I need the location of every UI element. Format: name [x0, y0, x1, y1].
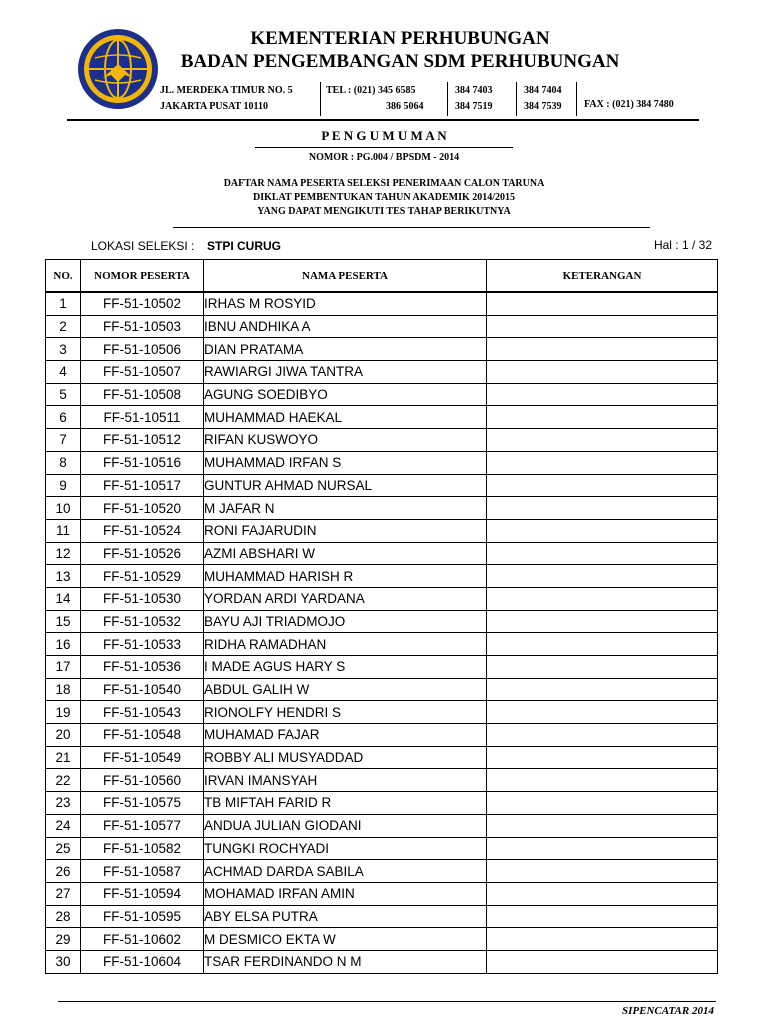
table-row — [46, 656, 718, 679]
table-row — [46, 406, 718, 429]
agency-title: BADAN PENGEMBANGAN SDM PERHUBUNGAN — [180, 51, 620, 72]
row-number: 13 — [46, 565, 81, 588]
table-row — [46, 746, 718, 769]
telephone-divider-1 — [447, 82, 448, 116]
participant-number: FF-51-10587 — [81, 860, 204, 883]
participant-number: FF-51-10511 — [81, 406, 204, 429]
row-number: 3 — [46, 338, 81, 361]
participant-number: FF-51-10512 — [81, 429, 204, 452]
row-number: 19 — [46, 701, 81, 724]
remarks — [487, 338, 718, 361]
remarks — [487, 429, 718, 452]
table-row — [46, 928, 718, 951]
participant-number: FF-51-10560 — [81, 769, 204, 792]
row-number: 14 — [46, 587, 81, 610]
row-number: 5 — [46, 383, 81, 406]
participant-number: FF-51-10549 — [81, 746, 204, 769]
row-number: 11 — [46, 519, 81, 542]
participant-number: FF-51-10526 — [81, 542, 204, 565]
participant-name: M JAFAR N — [204, 497, 487, 520]
participant-name: RIFAN KUSWOYO — [204, 429, 487, 452]
telephone-number-6: 384 7539 — [524, 101, 562, 112]
telephone-divider-3 — [576, 82, 577, 116]
fax-number: FAX : (021) 384 7480 — [584, 99, 674, 110]
remarks — [487, 724, 718, 747]
remarks — [487, 292, 718, 315]
remarks — [487, 361, 718, 384]
row-number: 16 — [46, 633, 81, 656]
location-label: LOKASI SELEKSI : — [91, 239, 195, 253]
table-row — [46, 338, 718, 361]
participant-name: YORDAN ARDI YARDANA — [204, 587, 487, 610]
row-number: 12 — [46, 542, 81, 565]
participant-name: ABY ELSA PUTRA — [204, 905, 487, 928]
row-number: 29 — [46, 928, 81, 951]
participant-name: MUHAMMAD HARISH R — [204, 565, 487, 588]
table-row — [46, 542, 718, 565]
table-row — [46, 292, 718, 315]
notice-title: P E N G U M U M A N — [321, 128, 447, 143]
table-row — [46, 678, 718, 701]
header-participant-number: NOMOR PESERTA — [81, 260, 204, 293]
header-no: NO. — [46, 260, 81, 293]
address-line-2: JAKARTA PUSAT 10110 — [160, 101, 268, 112]
remarks — [487, 542, 718, 565]
participant-name: IRHAS M ROSYID — [204, 292, 487, 315]
notice-title-rule — [255, 147, 513, 148]
table-row — [46, 429, 718, 452]
participant-number: FF-51-10577 — [81, 814, 204, 837]
participant-number: FF-51-10602 — [81, 928, 204, 951]
table-row — [46, 860, 718, 883]
address-divider — [320, 82, 321, 116]
row-number: 1 — [46, 292, 81, 315]
telephone-number-4: 384 7519 — [455, 101, 493, 112]
remarks — [487, 746, 718, 769]
row-number: 21 — [46, 746, 81, 769]
notice-description-line-3: YANG DAPAT MENGIKUTI TES TAHAP BERIKUTNYA — [257, 206, 511, 217]
telephone-number-2: 386 5064 — [386, 101, 424, 112]
remarks — [487, 474, 718, 497]
remarks — [487, 451, 718, 474]
telephone-label: TEL : (021) 345 6585 — [326, 85, 416, 96]
table-row — [46, 474, 718, 497]
table-row — [46, 701, 718, 724]
participant-name: MUHAMAD FAJAR — [204, 724, 487, 747]
participant-name: IRVAN IMANSYAH — [204, 769, 487, 792]
remarks — [487, 928, 718, 951]
row-number: 9 — [46, 474, 81, 497]
remarks — [487, 610, 718, 633]
participant-name: M DESMICO EKTA W — [204, 928, 487, 951]
row-number: 25 — [46, 837, 81, 860]
row-number: 17 — [46, 656, 81, 679]
table-row — [46, 383, 718, 406]
row-number: 8 — [46, 451, 81, 474]
row-number: 2 — [46, 315, 81, 338]
participant-number: FF-51-10532 — [81, 610, 204, 633]
row-number: 18 — [46, 678, 81, 701]
participant-name: MOHAMAD IRFAN AMIN — [204, 882, 487, 905]
telephone-number-5: 384 7404 — [524, 85, 562, 96]
row-number: 30 — [46, 950, 81, 973]
table-header-row — [46, 260, 718, 293]
table-row — [46, 769, 718, 792]
table-row — [46, 724, 718, 747]
participant-name: RIDHA RAMADHAN — [204, 633, 487, 656]
participant-name: BAYU AJI TRIADMOJO — [204, 610, 487, 633]
table-row — [46, 361, 718, 384]
participant-number: FF-51-10604 — [81, 950, 204, 973]
participant-number: FF-51-10507 — [81, 361, 204, 384]
participant-number: FF-51-10548 — [81, 724, 204, 747]
participant-name: ACHMAD DARDA SABILA — [204, 860, 487, 883]
table-row — [46, 610, 718, 633]
header-remarks: KETERANGAN — [487, 260, 718, 293]
remarks — [487, 406, 718, 429]
participant-name: RIONOLFY HENDRI S — [204, 701, 487, 724]
participant-number: FF-51-10543 — [81, 701, 204, 724]
participant-number: FF-51-10595 — [81, 905, 204, 928]
participant-number: FF-51-10506 — [81, 338, 204, 361]
location-value: STPI CURUG — [207, 239, 282, 253]
remarks — [487, 950, 718, 973]
participant-number: FF-51-10582 — [81, 837, 204, 860]
participant-name: GUNTUR AHMAD NURSAL — [204, 474, 487, 497]
participant-number: FF-51-10530 — [81, 587, 204, 610]
participant-name: IBNU ANDHIKA A — [204, 315, 487, 338]
remarks — [487, 792, 718, 815]
remarks — [487, 860, 718, 883]
remarks — [487, 383, 718, 406]
notice-number: NOMOR : PG.004 / BPSDM - 2014 — [308, 152, 460, 163]
row-number: 22 — [46, 769, 81, 792]
table-row — [46, 497, 718, 520]
row-number: 7 — [46, 429, 81, 452]
row-number: 4 — [46, 361, 81, 384]
participant-name: TB MIFTAH FARID R — [204, 792, 487, 815]
participant-number: FF-51-10594 — [81, 882, 204, 905]
table-row — [46, 950, 718, 973]
table-row — [46, 451, 718, 474]
table-row — [46, 519, 718, 542]
remarks — [487, 701, 718, 724]
remarks — [487, 497, 718, 520]
remarks — [487, 905, 718, 928]
telephone-number-3: 384 7403 — [455, 85, 493, 96]
participant-table — [45, 259, 718, 974]
remarks — [487, 587, 718, 610]
row-number: 10 — [46, 497, 81, 520]
remarks — [487, 678, 718, 701]
remarks — [487, 565, 718, 588]
notice-rule — [173, 227, 650, 228]
participant-name: ROBBY ALI MUSYADDAD — [204, 746, 487, 769]
table-row — [46, 905, 718, 928]
notice-description-line-2: DIKLAT PEMBENTUKAN TAHUN AKADEMIK 2014/2015 — [252, 192, 516, 203]
row-number: 15 — [46, 610, 81, 633]
ministry-title: KEMENTERIAN PERHUBUNGAN — [250, 28, 550, 49]
participant-name: TUNGKI ROCHYADI — [204, 837, 487, 860]
remarks — [487, 519, 718, 542]
remarks — [487, 814, 718, 837]
table-row — [46, 587, 718, 610]
participant-name: RAWIARGI JIWA TANTRA — [204, 361, 487, 384]
participant-table-body — [46, 292, 718, 973]
row-number: 20 — [46, 724, 81, 747]
table-row — [46, 565, 718, 588]
participant-name: DIAN PRATAMA — [204, 338, 487, 361]
row-number: 24 — [46, 814, 81, 837]
participant-number: FF-51-10502 — [81, 292, 204, 315]
participant-name: TSAR FERDINANDO N M — [204, 950, 487, 973]
footer-label: SIPENCATAR 2014 — [621, 1005, 714, 1017]
header-participant-name: NAMA PESERTA — [204, 260, 487, 293]
participant-name: RONI FAJARUDIN — [204, 519, 487, 542]
participant-name: ANDUA JULIAN GIODANI — [204, 814, 487, 837]
row-number: 27 — [46, 882, 81, 905]
header-rule — [67, 119, 699, 121]
participant-name: MUHAMMAD HAEKAL — [204, 406, 487, 429]
table-row — [46, 633, 718, 656]
participant-number: FF-51-10516 — [81, 451, 204, 474]
participant-name: I MADE AGUS HARY S — [204, 656, 487, 679]
participant-name: AGUNG SOEDIBYO — [204, 383, 487, 406]
row-number: 26 — [46, 860, 81, 883]
participant-number: FF-51-10503 — [81, 315, 204, 338]
participant-name: AZMI ABSHARI W — [204, 542, 487, 565]
table-row — [46, 315, 718, 338]
participant-name: MUHAMMAD IRFAN S — [204, 451, 487, 474]
participant-number: FF-51-10508 — [81, 383, 204, 406]
footer-rule — [58, 1001, 716, 1002]
remarks — [487, 633, 718, 656]
page-indicator: Hal : 1 / 32 — [653, 238, 712, 252]
participant-number: FF-51-10575 — [81, 792, 204, 815]
ministry-logo-icon — [77, 28, 159, 110]
participant-number: FF-51-10520 — [81, 497, 204, 520]
telephone-divider-2 — [516, 82, 517, 116]
participant-number: FF-51-10533 — [81, 633, 204, 656]
participant-number: FF-51-10529 — [81, 565, 204, 588]
participant-number: FF-51-10517 — [81, 474, 204, 497]
table-row — [46, 814, 718, 837]
row-number: 28 — [46, 905, 81, 928]
row-number: 6 — [46, 406, 81, 429]
participant-name: ABDUL GALIH W — [204, 678, 487, 701]
participant-number: FF-51-10540 — [81, 678, 204, 701]
remarks — [487, 837, 718, 860]
participant-number: FF-51-10536 — [81, 656, 204, 679]
address-line-1: JL. MERDEKA TIMUR NO. 5 — [160, 85, 293, 96]
remarks — [487, 315, 718, 338]
table-row — [46, 882, 718, 905]
remarks — [487, 882, 718, 905]
remarks — [487, 769, 718, 792]
notice-description-line-1: DAFTAR NAMA PESERTA SELEKSI PENERIMAAN CALON TARUNA — [223, 178, 545, 189]
row-number: 23 — [46, 792, 81, 815]
participant-number: FF-51-10524 — [81, 519, 204, 542]
remarks — [487, 656, 718, 679]
table-row — [46, 837, 718, 860]
table-row — [46, 792, 718, 815]
